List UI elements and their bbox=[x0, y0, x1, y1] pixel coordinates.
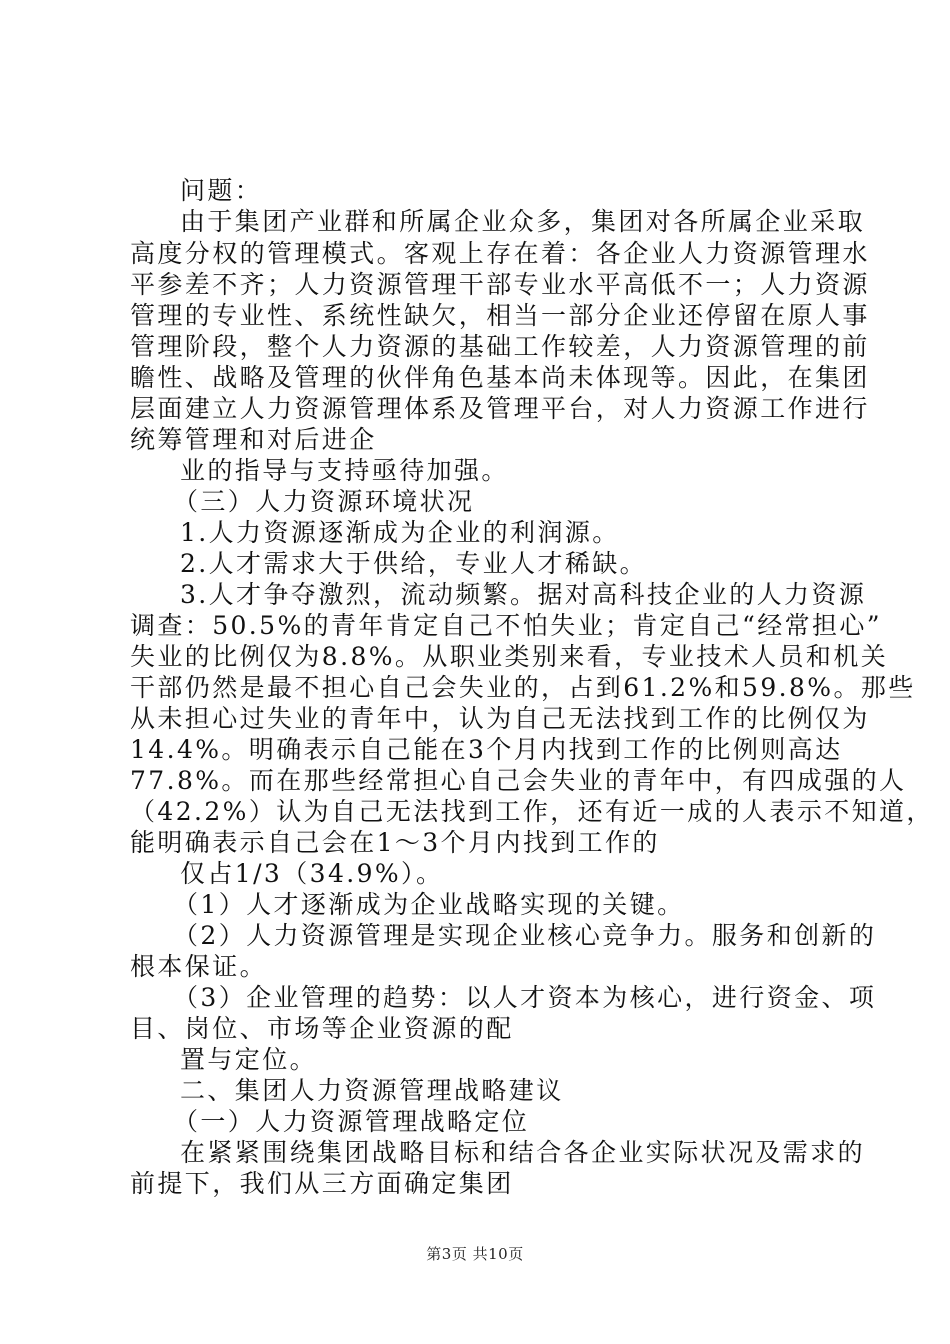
text-line: （42.2%）认为自己无法找到工作，还有近一成的人表示不知道， bbox=[130, 797, 934, 826]
text-line: 根本保证。 bbox=[130, 952, 268, 981]
text-line: 业的指导与支持亟待加强。 bbox=[180, 456, 509, 485]
text-line: 目、岗位、市场等企业资源的配 bbox=[130, 1014, 514, 1043]
list-item: 3.人才争夺激烈，流动频繁。据对高科技企业的人力资源 bbox=[180, 580, 867, 609]
list-item: （3）企业管理的趋势：以人才资本为核心，进行资金、项 bbox=[173, 983, 877, 1012]
section-heading: （一）人力资源管理战略定位 bbox=[173, 1107, 530, 1136]
list-item: 2.人才需求大于供给，专业人才稀缺。 bbox=[180, 549, 648, 578]
list-item: （2）人力资源管理是实现企业核心竞争力。服务和创新的 bbox=[173, 921, 877, 950]
text-line: 14.4%。明确表示自己能在3个月内找到工作的比例则高达 bbox=[130, 735, 843, 764]
list-item: （1）人才逐渐成为企业战略实现的关键。 bbox=[173, 890, 685, 919]
text-line: 问题： bbox=[180, 176, 263, 205]
text-line: 平参差不齐；人力资源管理干部专业水平高低不一；人力资源 bbox=[130, 270, 870, 299]
text-line: 瞻性、战略及管理的伙伴角色基本尚未体现等。因此，在集团 bbox=[130, 363, 870, 392]
text-line: 77.8%。而在那些经常担心自己会失业的青年中，有四成强的人 bbox=[130, 766, 907, 795]
text-line: 管理的专业性、系统性缺欠，相当一部分企业还停留在原人事 bbox=[130, 301, 870, 330]
text-line: 前提下，我们从三方面确定集团 bbox=[130, 1169, 514, 1198]
page-number-footer: 第3页 共10页 bbox=[426, 1245, 524, 1263]
text-line: 从未担心过失业的青年中，认为自己无法找到工作的比例仅为 bbox=[130, 704, 870, 733]
text-line: 仅占1/3（34.9%）。 bbox=[180, 859, 444, 888]
text-line: 统筹管理和对后进企 bbox=[130, 425, 377, 454]
text-line: 干部仍然是最不担心自己会失业的，占到61.2%和59.8%。那些 bbox=[130, 673, 916, 702]
text-line: 置与定位。 bbox=[180, 1045, 318, 1074]
text-line: 在紧紧围绕集团战略目标和结合各企业实际状况及需求的 bbox=[180, 1138, 866, 1167]
text-line: 高度分权的管理模式。客观上存在着：各企业人力资源管理水 bbox=[130, 239, 870, 268]
text-line: 层面建立人力资源管理体系及管理平台，对人力资源工作进行 bbox=[130, 394, 870, 423]
text-line: 调查：50.5%的青年肯定自己不怕失业；肯定自己“经常担心” bbox=[130, 611, 882, 640]
text-line: 能明确表示自己会在1～3个月内找到工作的 bbox=[130, 828, 660, 857]
text-line: 失业的比例仅为8.8%。从职业类别来看，专业技术人员和机关 bbox=[130, 642, 889, 671]
text-line: 管理阶段，整个人力资源的基础工作较差，人力资源管理的前 bbox=[130, 332, 870, 361]
section-heading: 二、集团人力资源管理战略建议 bbox=[180, 1076, 564, 1105]
section-heading: （三）人力资源环境状况 bbox=[173, 487, 475, 516]
list-item: 1.人力资源逐渐成为企业的利润源。 bbox=[180, 518, 620, 547]
text-line: 由于集团产业群和所属企业众多，集团对各所属企业采取 bbox=[180, 207, 866, 236]
